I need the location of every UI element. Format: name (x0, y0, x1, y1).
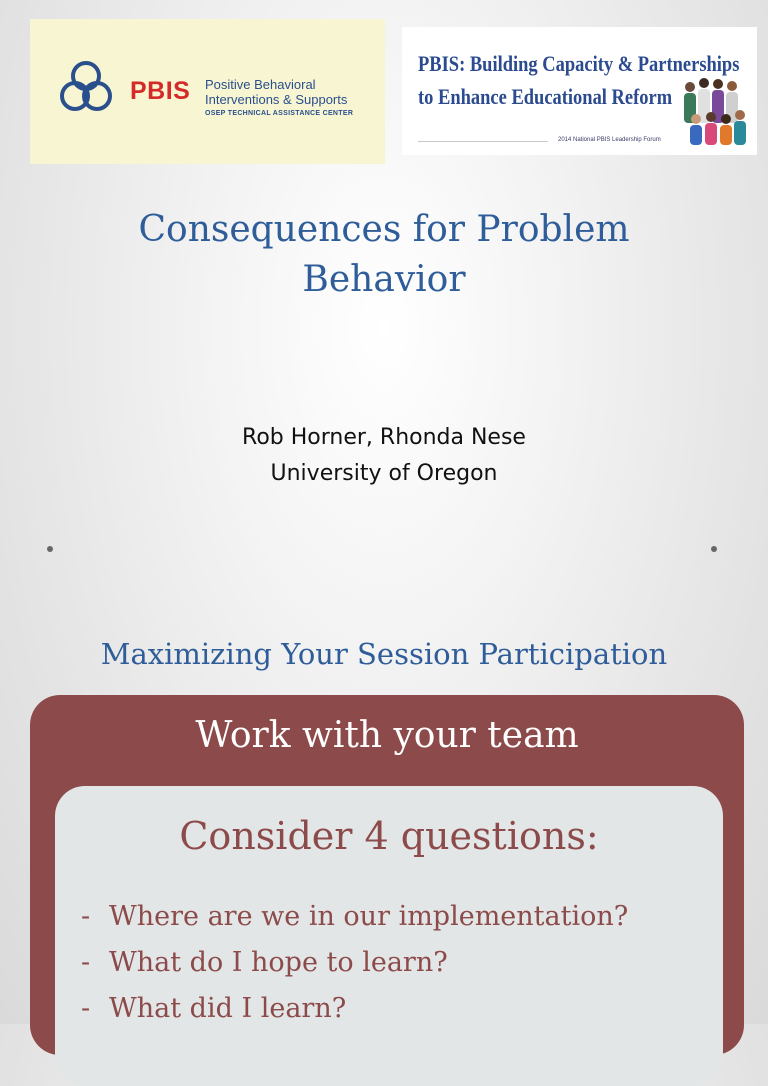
logo-subtitle-line2: Interventions & Supports (205, 92, 348, 107)
dash-bullet: - (81, 993, 91, 1024)
slide-divider-dot-right (711, 546, 717, 552)
team-box (30, 695, 744, 1055)
students-photo-icon (678, 77, 748, 147)
list-item (81, 940, 628, 986)
dash-bullet: - (81, 901, 91, 932)
banner-footer: 2014 National PBIS Leadership Forum (558, 137, 661, 143)
team-box-title: Work with your team (195, 715, 579, 756)
banner-divider (418, 141, 548, 142)
logo-subtitle-line1: Positive Behavioral (205, 77, 316, 92)
logo-center-name: OSEP TECHNICAL ASSISTANCE CENTER (205, 110, 354, 117)
slide-title-line2: Behavior (302, 259, 466, 300)
pbis-logo (30, 19, 385, 164)
slide-title-line1: Consequences for Problem (138, 209, 630, 250)
banner-title-line1: PBIS: Building Capacity & Partnerships (418, 51, 740, 76)
list-item (81, 986, 628, 1032)
logo-wordmark: PBIS (130, 77, 191, 105)
slide-divider-dot-left (47, 546, 53, 552)
banner-title-line2: to Enhance Educational Reform (418, 84, 673, 109)
question-text: What do I hope to learn? (109, 947, 448, 978)
question-text: What did I learn? (109, 993, 347, 1024)
section-heading: Maximizing Your Session Participation (100, 637, 668, 671)
authors (0, 420, 768, 492)
list-item (81, 894, 628, 940)
author-names: Rob Horner, Rhonda Nese (242, 425, 526, 450)
pbis-rings-icon (58, 59, 114, 115)
forum-banner (402, 27, 757, 155)
logo-subtitle (205, 77, 347, 107)
question-text: Where are we in our implementation? (109, 901, 629, 932)
slide-title (0, 205, 768, 305)
questions-box (55, 786, 723, 1086)
author-affiliation: University of Oregon (270, 461, 498, 486)
questions-title: Consider 4 questions: (179, 814, 599, 858)
questions-list (81, 894, 628, 1032)
dash-bullet: - (81, 947, 91, 978)
